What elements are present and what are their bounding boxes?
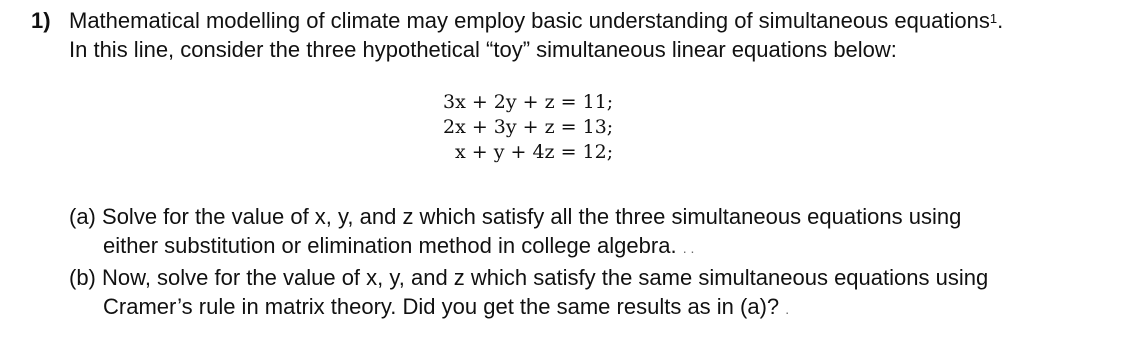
part-b-trailing-mark: . bbox=[785, 301, 790, 317]
intro-line-1 bbox=[31, 6, 1121, 35]
question-intro bbox=[31, 6, 1121, 64]
question-number: 1) bbox=[31, 8, 51, 33]
footnote-marker: 1 bbox=[989, 11, 998, 26]
intro-line-2: In this line, consider the three hypothetical “toy” simultaneous linear equations below: bbox=[69, 37, 897, 62]
intro-line-1-period: . bbox=[997, 8, 1004, 33]
part-a-trailing-mark: . . bbox=[682, 240, 695, 256]
question-parts bbox=[69, 202, 1109, 324]
part-b bbox=[69, 263, 1109, 324]
part-b-text-2: Cramer’s rule in matrix theory. Did you get the same results as in (a)? bbox=[103, 294, 780, 319]
part-b-line-1 bbox=[69, 263, 1109, 292]
part-a-line-2 bbox=[69, 231, 1109, 263]
part-a-label: (a) bbox=[69, 204, 96, 229]
equation-3: x + y + 4z = 12; bbox=[455, 141, 614, 163]
part-a bbox=[69, 202, 1109, 263]
equation-1: 3x + 2y + z = 11; bbox=[443, 91, 614, 113]
intro-text-1: Mathematical modelling of climate may employ basic understanding of simultaneous equations bbox=[69, 8, 990, 33]
part-a-line-1 bbox=[69, 202, 1109, 231]
equation-system bbox=[440, 90, 740, 165]
part-a-text-1: Solve for the value of x, y, and z which satisfy all the three simultaneous equations using bbox=[102, 204, 962, 229]
part-b-label: (b) bbox=[69, 265, 96, 290]
part-b-line-2 bbox=[69, 292, 1109, 324]
equation-2: 2x + 3y + z = 13; bbox=[443, 116, 614, 138]
part-a-text-2: either substitution or elimination method in college algebra. bbox=[103, 233, 677, 258]
part-b-text-1: Now, solve for the value of x, y, and z which satisfy the same simultaneous equations using bbox=[102, 265, 989, 290]
